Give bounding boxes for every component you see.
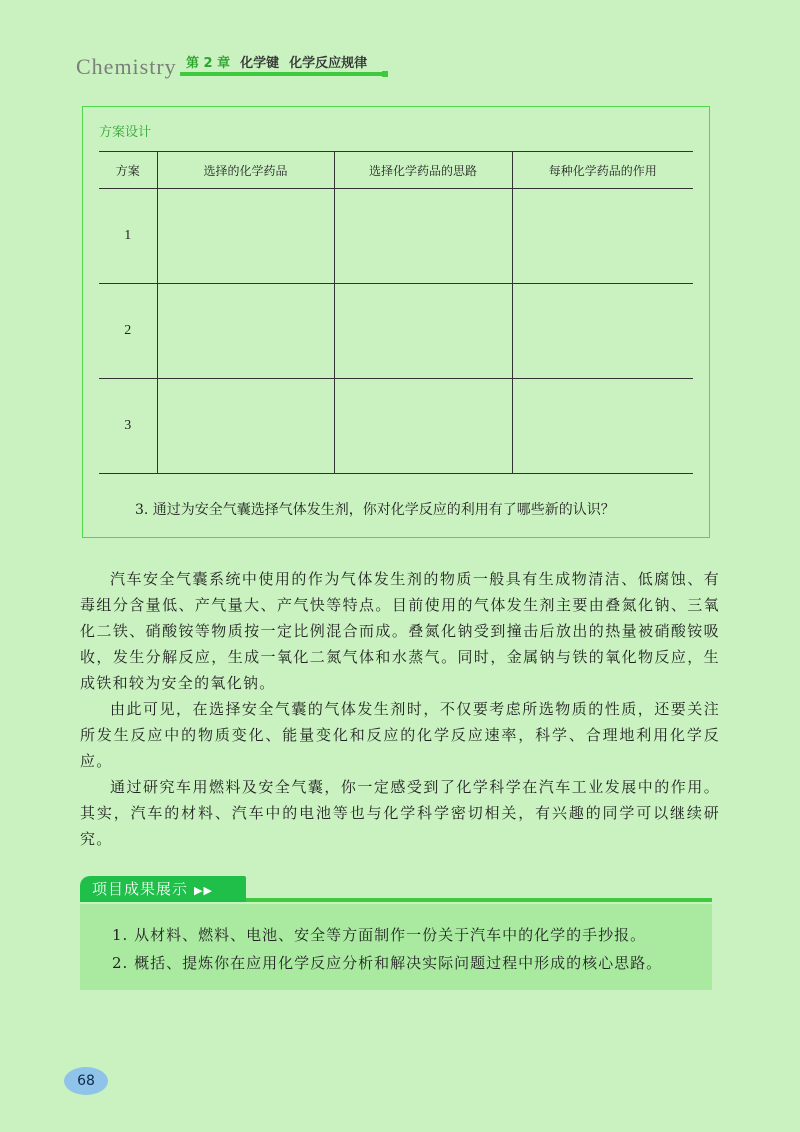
brand-title: Chemistry bbox=[76, 54, 177, 79]
chapter-number: 第 2 章 bbox=[186, 56, 231, 71]
chapter-title: 化学键 bbox=[240, 56, 280, 71]
reasoning-cell bbox=[334, 189, 512, 284]
chapter-subtitle: 化学反应规律 bbox=[289, 56, 368, 71]
reasoning-cell bbox=[334, 379, 512, 474]
table-header-row bbox=[99, 152, 693, 189]
col-header-function: 每种化学药品的作用 bbox=[512, 152, 693, 189]
function-cell bbox=[512, 379, 693, 474]
results-tab-label: 项目成果展示 bbox=[92, 880, 189, 898]
design-title: 方案设计 bbox=[99, 125, 152, 140]
result-item: 2. 概括、提炼你在应用化学反应分析和解决实际问题过程中形成的核心思路。 bbox=[112, 954, 663, 972]
header-underline bbox=[180, 72, 384, 76]
results-tab bbox=[80, 876, 246, 902]
paragraph: 汽车安全气囊系统中使用的作为气体发生剂的物质一般具有生成物清洁、低腐蚀、有毒组分含量低、产气量大、产气快等特点。目前使用的气体发生剂主要由叠氮化钠、三氧化二铁、硝酸铵等物质按一定比例混合而成。叠氮化钠受到撞击后放出的热量被硝酸铵吸收，发生分解反应，生成一氧化二氮气体和水蒸气。同时，金属钠与铁的氧化物反应，生成铁和较为安全的氧化钠。 bbox=[80, 570, 720, 692]
table-row bbox=[99, 284, 693, 379]
plan-id: 2 bbox=[99, 284, 157, 379]
table-row bbox=[99, 189, 693, 284]
function-cell bbox=[512, 284, 693, 379]
results-header bbox=[80, 876, 720, 904]
chemicals-cell bbox=[157, 189, 334, 284]
paragraph: 通过研究车用燃料及安全气囊，你一定感受到了化学科学在汽车工业发展中的作用。其实，汽车的材料、汽车中的电池等也与化学科学密切相关，有兴趣的同学可以继续研究。 bbox=[80, 778, 720, 848]
plan-table bbox=[99, 151, 693, 474]
col-header-chemicals: 选择的化学药品 bbox=[157, 152, 334, 189]
body-text bbox=[80, 566, 720, 852]
result-item: 1. 从材料、燃料、电池、安全等方面制作一份关于汽车中的化学的手抄报。 bbox=[112, 926, 647, 944]
chemicals-cell bbox=[157, 284, 334, 379]
plan-id: 3 bbox=[99, 379, 157, 474]
table-row bbox=[99, 379, 693, 474]
page-number: 68 bbox=[64, 1067, 108, 1095]
question-3: 3. 通过为安全气囊选择气体发生剂，你对化学反应的利用有了哪些新的认识？ bbox=[135, 502, 615, 518]
reasoning-cell bbox=[334, 284, 512, 379]
double-arrow-icon: ▶▶ bbox=[194, 884, 213, 897]
col-header-plan: 方案 bbox=[99, 152, 157, 189]
function-cell bbox=[512, 189, 693, 284]
design-section bbox=[82, 106, 710, 538]
paragraph: 由此可见，在选择安全气囊的气体发生剂时，不仅要考虑所选物质的性质，还要关注所发生反应中的物质变化、能量变化和反应的化学反应速率，科学、合理地利用化学反应。 bbox=[80, 700, 720, 770]
chapter-heading bbox=[186, 52, 367, 71]
results-box bbox=[80, 904, 712, 990]
plan-id: 1 bbox=[99, 189, 157, 284]
chemicals-cell bbox=[157, 379, 334, 474]
col-header-reasoning: 选择化学药品的思路 bbox=[334, 152, 512, 189]
